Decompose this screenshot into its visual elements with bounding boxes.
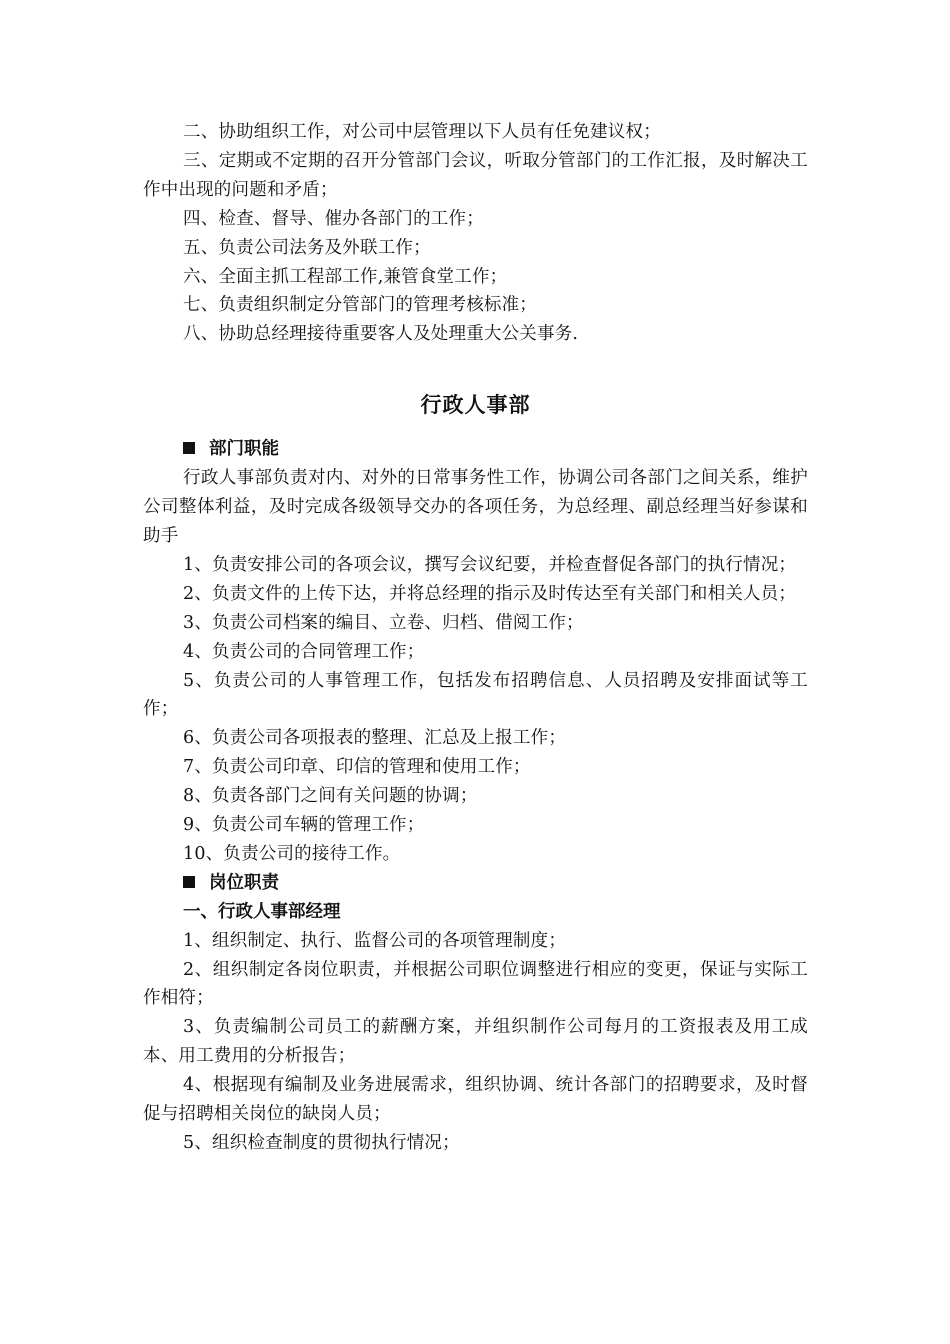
dept-function-list [143,551,808,869]
list-item: 六、全面主抓工程部工作,兼管食堂工作； [183,266,508,287]
post-duties-list [143,927,808,1158]
list-item: 8、负责各部门之间有关问题的协调； [183,786,478,807]
post-duties-heading [143,869,808,898]
list-item: 5、负责公司的人事管理工作，包括发布招聘信息、人员招聘及安排面试等工作； [143,670,808,720]
list-item: 4、负责公司的合同管理工作； [183,641,425,662]
list-item: 6、负责公司各项报表的整理、汇总及上报工作； [183,728,567,749]
intro-list [143,118,808,349]
square-bullet-icon [183,876,195,888]
document-body [143,118,808,1158]
dept-function-intro: 行政人事部负责对内、对外的日常事务性工作，协调公司各部门之间关系，维护公司整体利益，及时完成各级领导交办的各项任务，为总经理、副总经理当好参谋和助手 [143,468,808,546]
list-item: 2、负责文件的上传下达，并将总经理的指示及时传达至有关部门和相关人员； [183,583,797,604]
list-item: 10、负责公司的接待工作。 [183,843,401,864]
list-item: 1、组织制定、执行、监督公司的各项管理制度； [183,930,567,951]
heading-label: 部门职能 [209,439,279,460]
list-item: 3、负责公司档案的编目、立卷、归档、借阅工作； [183,612,584,633]
list-item: 七、负责组织制定分管部门的管理考核标准； [183,295,537,316]
list-item: 2、组织制定各岗位职责，并根据公司职位调整进行相应的变更，保证与实际工作相符； [143,959,808,1009]
list-item: 4、根据现有编制及业务进展需求，组织协调、统计各部门的招聘要求，及时督促与招聘相关岗位的缺岗人员； [143,1075,808,1125]
list-item: 3、负责编制公司员工的薪酬方案，并组织制作公司每月的工资报表及用工成本、用工费用的分析报告； [143,1017,808,1067]
list-item: 五、负责公司法务及外联工作； [183,237,431,258]
list-item: 1、负责安排公司的各项会议，撰写会议纪要，并检查督促各部门的执行情况； [183,554,797,575]
section-title: 行政人事部 [420,392,531,418]
square-bullet-icon [183,442,195,454]
list-item: 二、协助组织工作，对公司中层管理以下人员有任免建议权； [183,122,661,142]
post-duties-subheading: 一、行政人事部经理 [183,901,341,922]
list-item: 八、协助总经理接待重要客人及处理重大公关事务. [183,324,579,345]
list-item: 四、检查、督导、催办各部门的工作； [183,208,484,229]
dept-function-heading [143,435,808,464]
list-item: 5、组织检查制度的贯彻执行情况； [183,1133,460,1153]
list-item: 7、负责公司印章、印信的管理和使用工作； [183,757,531,778]
list-item: 三、定期或不定期的召开分管部门会议，听取分管部门的工作汇报，及时解决工作中出现的问题和矛盾； [143,150,808,200]
heading-label: 岗位职责 [209,872,279,893]
list-item: 9、负责公司车辆的管理工作； [183,815,425,836]
